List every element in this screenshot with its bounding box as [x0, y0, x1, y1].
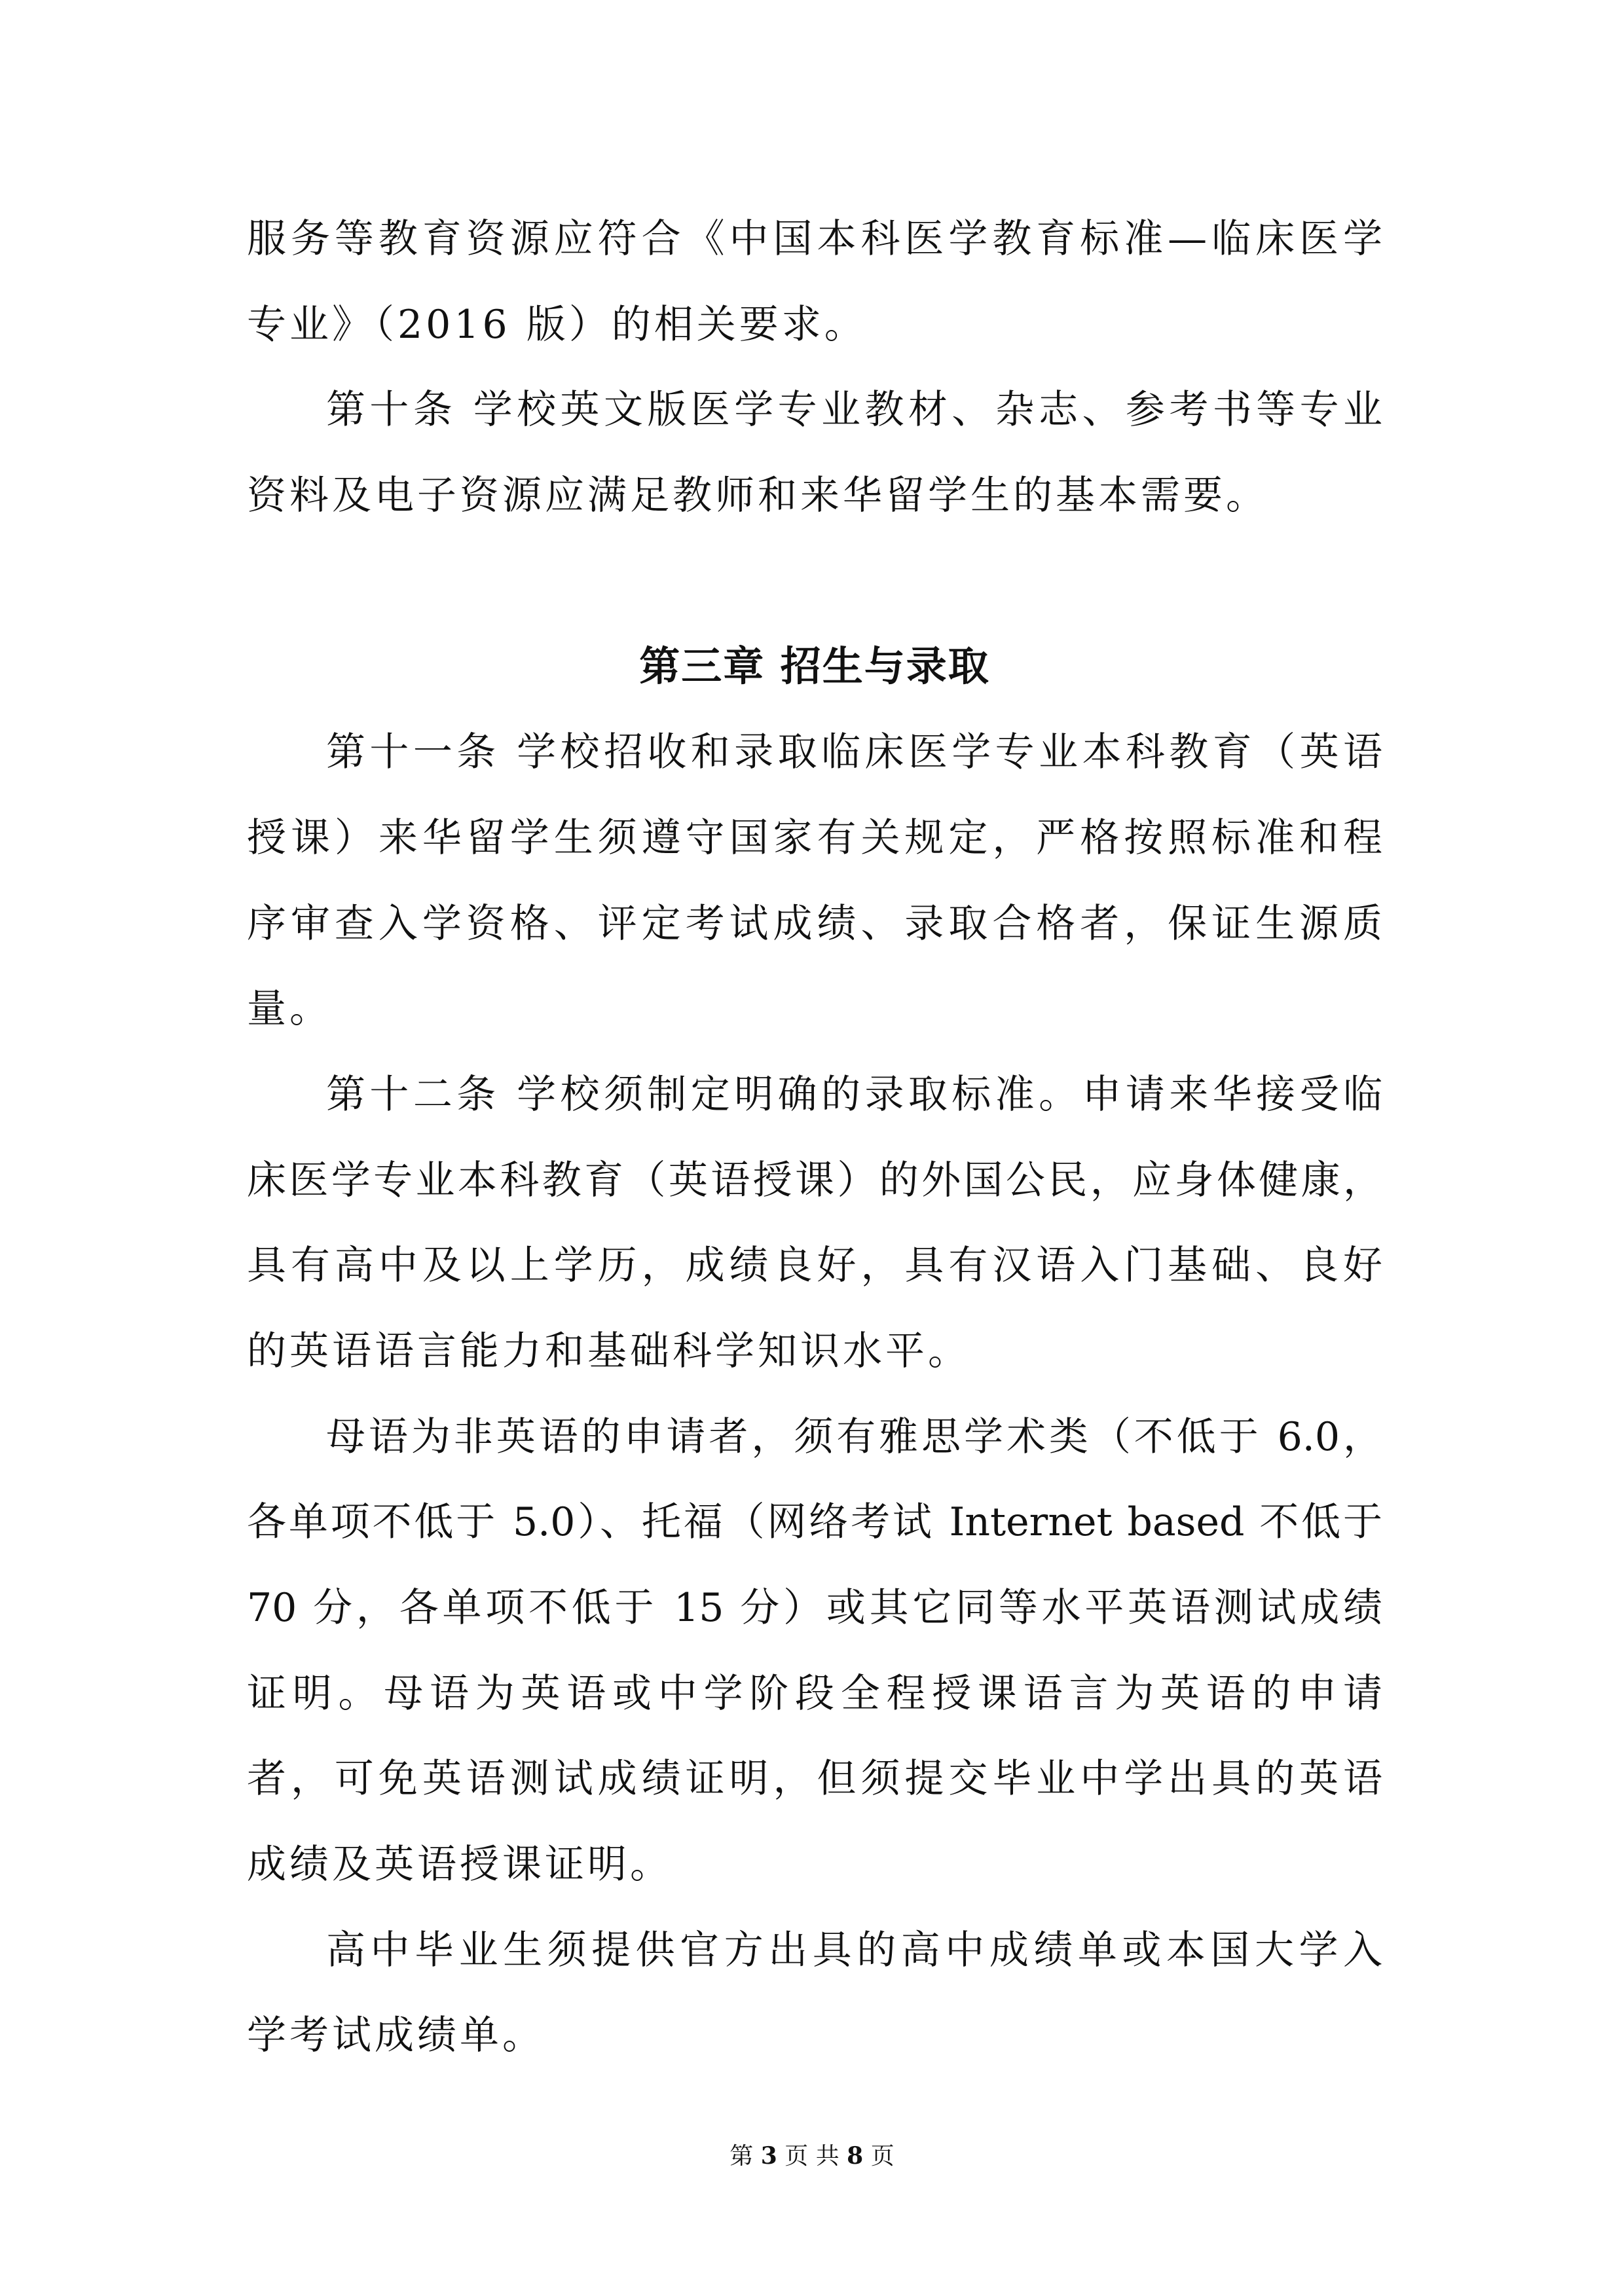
article-12-line: 床医学专业本科教育（英语授课）的外国公民，应身体健康，	[247, 1157, 1382, 1203]
article-11-line: 量。	[247, 986, 332, 1032]
language-requirement-line: 70 分，各单项不低于 15 分）或其它同等水平英语测试成绩	[247, 1585, 1382, 1631]
article-10-line: 第十条 学校英文版医学专业教材、杂志、参考书等专业	[326, 387, 1382, 433]
article-12-line: 的英语语言能力和基础科学知识水平。	[247, 1328, 970, 1374]
footer-middle: 页 共	[784, 2143, 840, 2170]
total-pages: 8	[847, 2142, 864, 2170]
footer-prefix: 第	[729, 2143, 754, 2170]
footer-suffix: 页	[870, 2143, 895, 2170]
page-footer	[0, 2140, 1624, 2173]
language-requirement-line: 成绩及英语授课证明。	[247, 1842, 673, 1888]
article-11-line: 授课）来华留学生须遵守国家有关规定，严格按照标准和程	[247, 814, 1382, 861]
article-10-line: 资料及电子资源应满足教师和来华留学生的基本需要。	[247, 473, 1268, 519]
document-body	[247, 196, 1382, 2079]
article-12-line: 第十二条 学校须制定明确的录取标准。申请来华接受临	[326, 1071, 1382, 1118]
page-number: 3	[760, 2142, 777, 2170]
language-requirement-line: 各单项不低于 5.0）、托福（网络考试 Internet based 不低于	[247, 1499, 1382, 1546]
language-requirement-line: 母语为非英语的申请者，须有雅思学术类（不低于 6.0，	[326, 1413, 1382, 1460]
article-12-line: 具有高中及以上学历，成绩良好，具有汉语入门基础、良好	[247, 1243, 1382, 1289]
chapter-heading: 第三章 招生与录取	[639, 642, 990, 691]
blank-line	[247, 539, 1382, 625]
transcript-requirement-line: 学考试成绩单。	[247, 2013, 545, 2059]
article-11-line: 第十一条 学校招收和录取临床医学专业本科教育（英语	[326, 729, 1382, 776]
transcript-requirement-line: 高中毕业生须提供官方出具的高中成绩单或本国大学入	[326, 1927, 1382, 1973]
article-11-line: 序审查入学资格、评定考试成绩、录取合格者，保证生源质	[247, 900, 1382, 947]
paragraph-line: 专业》（2016 版）的相关要求。	[247, 301, 867, 348]
language-requirement-line: 者，可免英语测试成绩证明，但须提交毕业中学出具的英语	[247, 1756, 1382, 1802]
paragraph-line: 服务等教育资源应符合《中国本科医学教育标准—临床医学	[247, 216, 1382, 262]
language-requirement-line: 证明。母语为英语或中学阶段全程授课语言为英语的申请	[247, 1670, 1382, 1717]
